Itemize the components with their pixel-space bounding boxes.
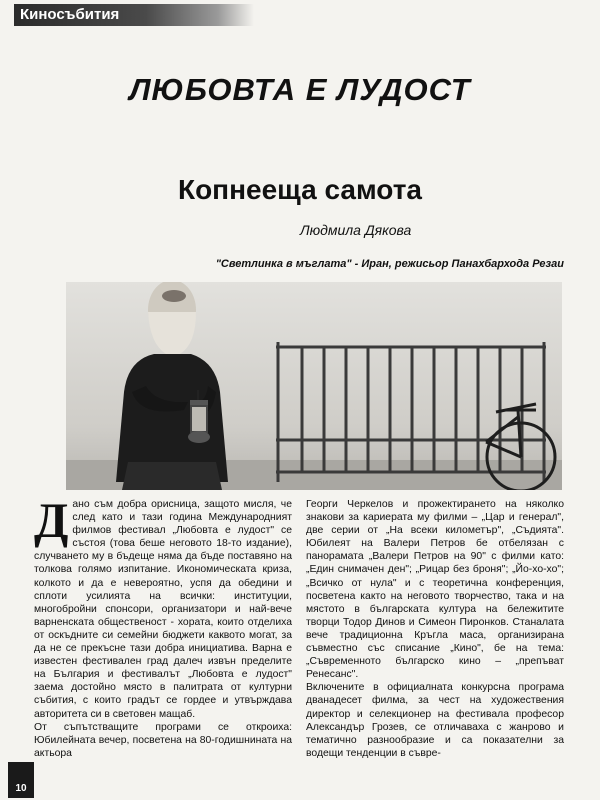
left-column: [34, 492, 292, 766]
right-column: [306, 498, 564, 766]
page-number: 10: [8, 762, 34, 798]
article-photo: [66, 282, 562, 490]
paragraph: От съпътстващите програми се откроиха: Юбилейната вечер, посветена на 80-годишнината на актьора: [34, 721, 292, 759]
paragraph-text: ано съм добра орисница, защото мисля, че след като и тази година Международният филмов фестивал „Любовта е лудост" се състоя (това беше неговото 18-то издание), случването му в бъдеще няма да бъде поставяно на толкова голямо изпитание. Икономическата криза, колкото и да е невероятно, успя да обедини и сплоти усилията на всички: институции, многобройни спонсори, организатори и най-вече варненската общественост - хората, които отделиха от оскъдните си семейни бюджети каквото могат, за да не се прекъсне тази добра инициатива. Варна е известен фестивален град далеч извън пределите на България и фестивалът „Любовта е лудост" заема достойно място в палитрата от културни събития, с които градът се гордее и утвърждава авторитета си в световен мащаб.: [34, 499, 292, 720]
paragraph: Георги Черкелов и прожектирането на няколко знакови за кариерата му филми – „Цар и генерал", две серии от „На всеки километър", „Съдията". Юбилеят на Валери Петров бе отбелязан с панорамата „Валери Петров на 90" с филми като: „Един снимачен ден"; „Рицар без броня"; „Йо-хо-хо"; „Всичко от нула" и с теоретична конференция, посветена както на неговото творчество, така и на мястото в българската култура на бележитите творци Тодор Динов и Симеон Пиронков. Станалата вече традиционна Кръгла маса, организирана съвместно със списание „Кино", бе на тема: „Съвременното българско кино – „препъват Ренесанс".: [306, 499, 564, 681]
author-byline: Людмила Дякова: [300, 222, 412, 238]
series-title: ЛЮБОВТА Е ЛУДОСТ: [129, 72, 471, 107]
paragraph: [34, 492, 292, 721]
article-title: Копнееща самота: [177, 174, 422, 205]
section-header: Киносъбития: [14, 4, 254, 26]
drop-cap: Д: [34, 492, 69, 548]
photo-caption: "Светлинка в мъглата" - Иран, режисьор Панахбарходa Резаи: [215, 258, 564, 270]
article-body: [34, 492, 564, 766]
paragraph: Включените в официалната конкурсна програма дванадесет филма, за чест на художествения директор и селекционер на фестивала професор Александър Грозев, се отличаваха с жанрово и тематично разнообразие и са показателни за водещи тенденции в съвре-: [306, 682, 564, 759]
